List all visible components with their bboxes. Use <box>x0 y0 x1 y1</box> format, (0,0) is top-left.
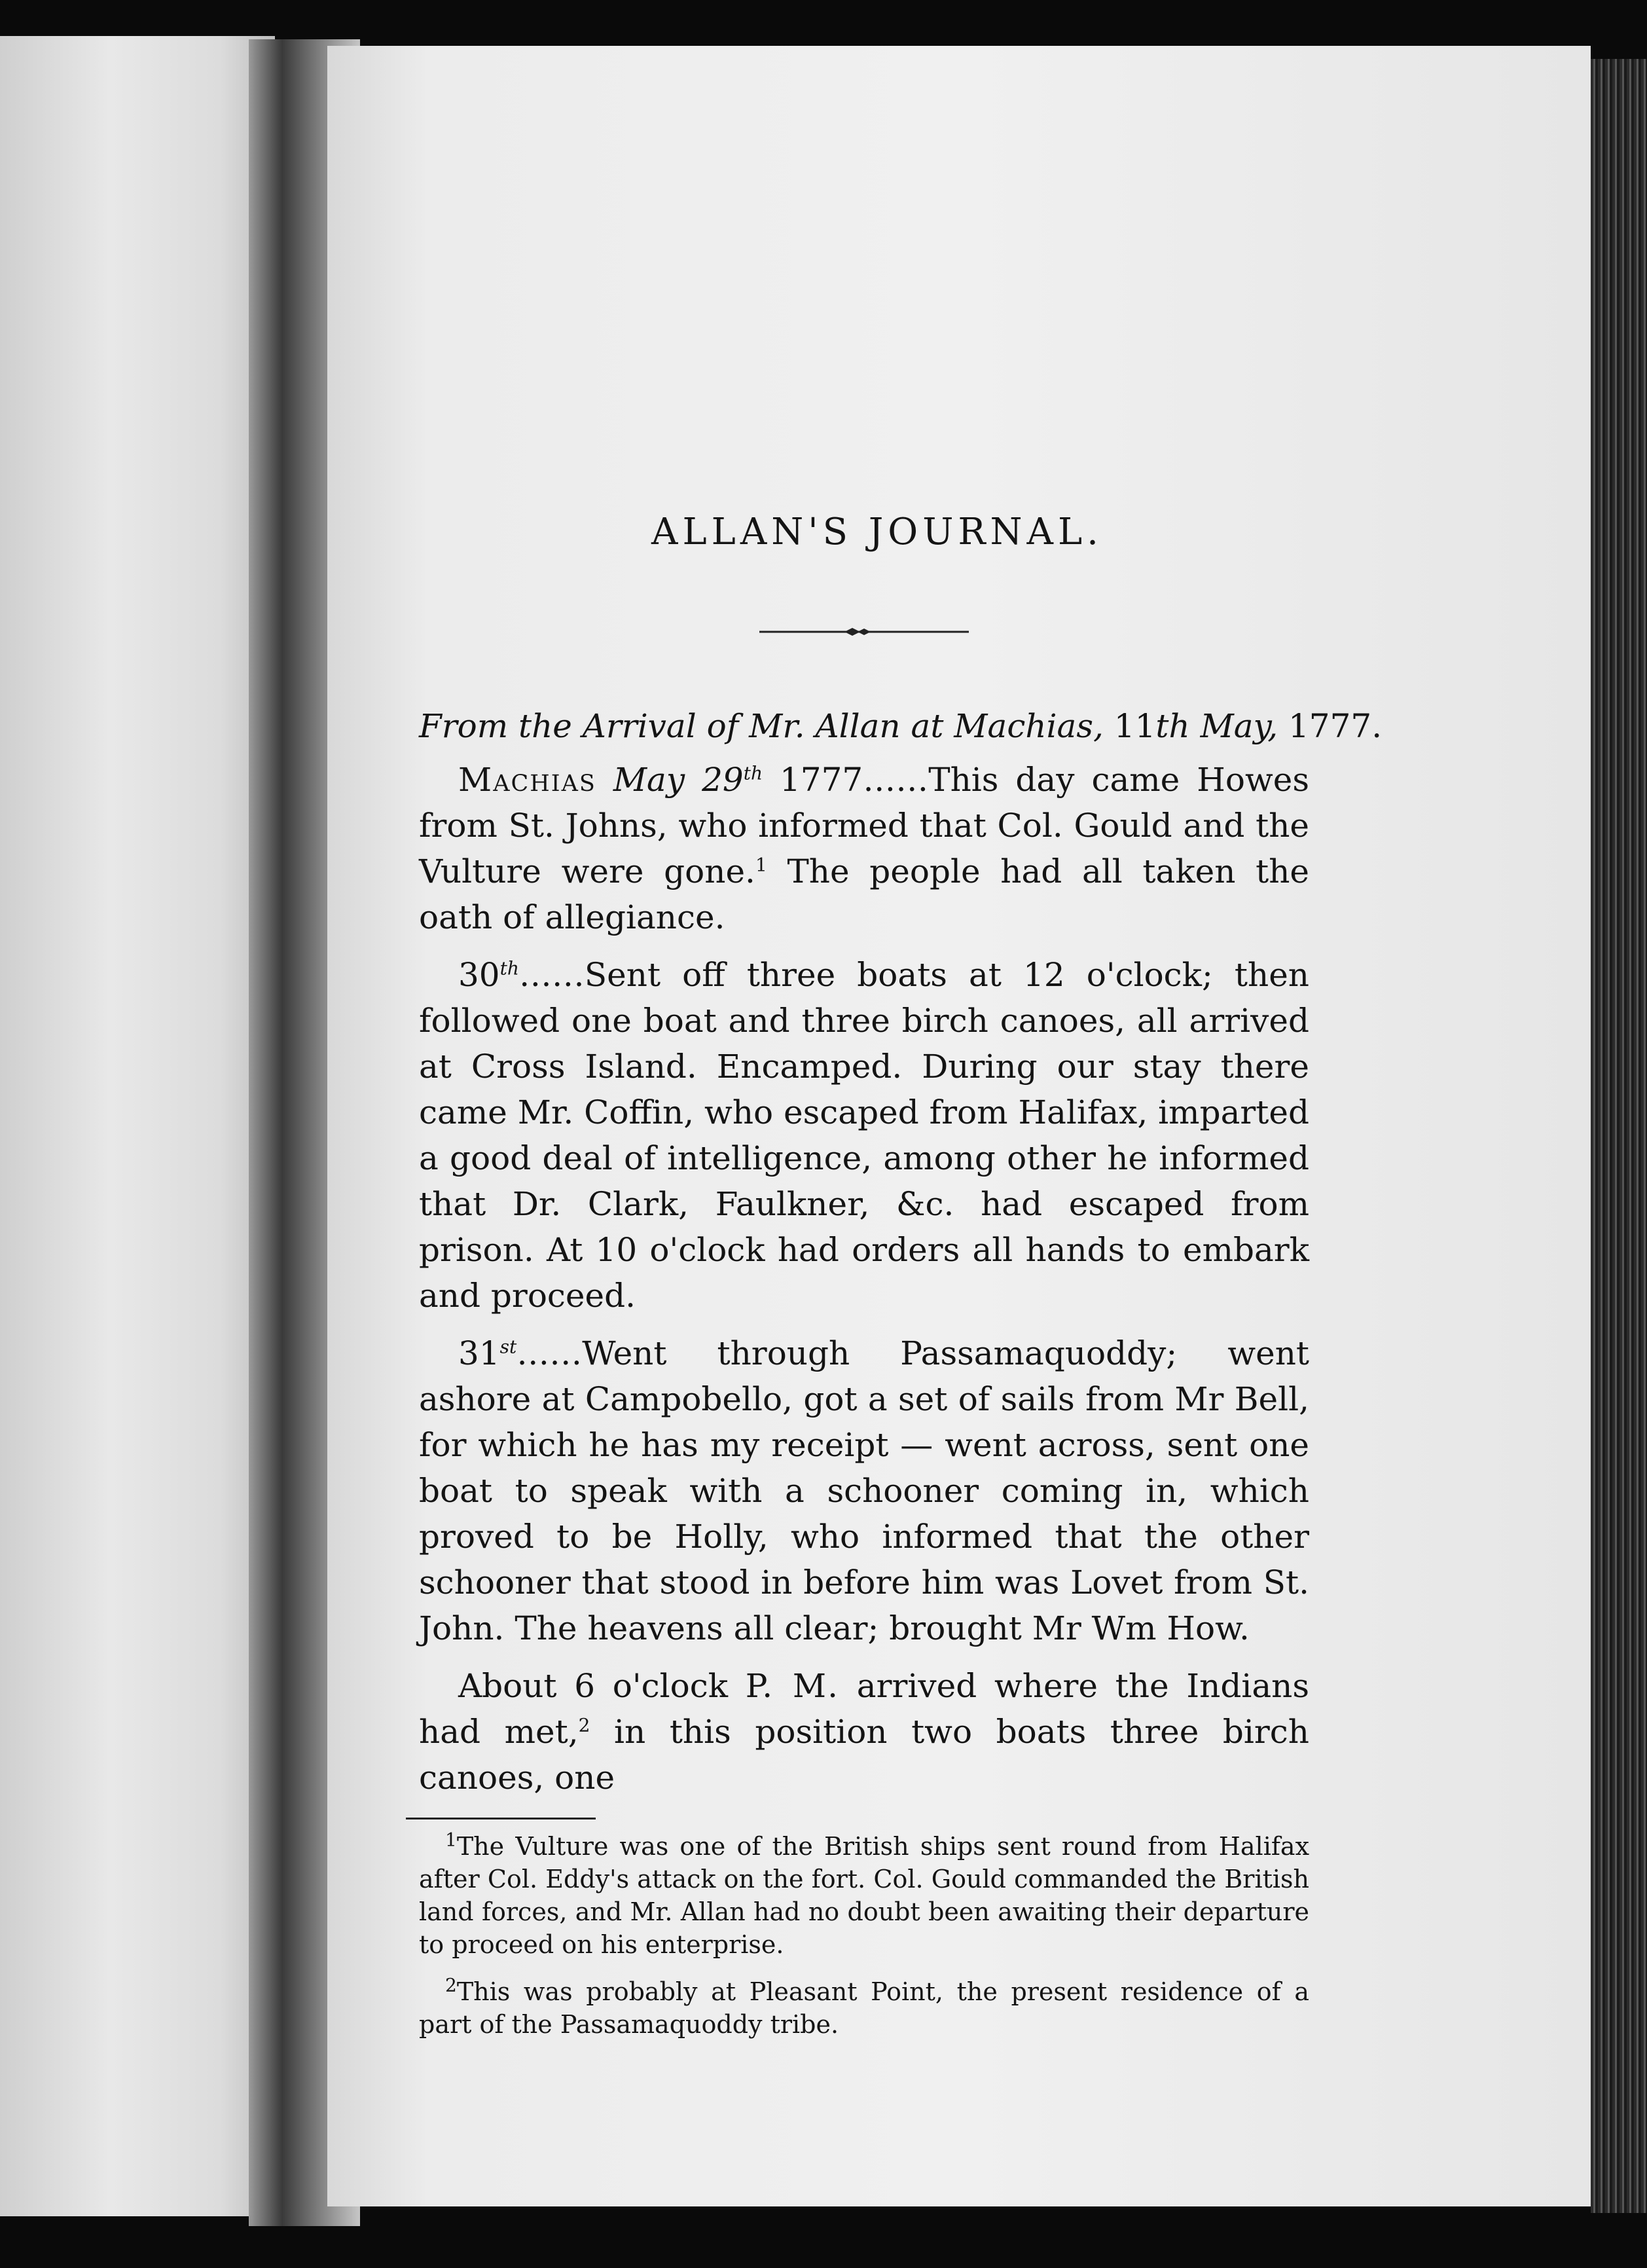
footnote-ref-2: 2 <box>578 1714 590 1736</box>
entry-place: Machias <box>458 761 596 799</box>
page-edges <box>1591 59 1647 2213</box>
journal-entry-31st <box>419 1330 1309 1651</box>
subtitle-text: From the Arrival of Mr. Allan at Machias, <box>419 707 1114 745</box>
footnote-2 <box>419 1975 1309 2041</box>
journal-entry-30th <box>419 952 1309 1319</box>
footnote-text: The Vulture was one of the British ships sent round from Halifax after Col. Eddy's attack on the fort. Col. Gould commanded the British land forces, and Mr. Allan had no doubt been awaiting their departure to proceed on his enterprise. <box>419 1832 1309 1959</box>
entry-day: 31 <box>458 1334 500 1372</box>
entry-text: ……Went through Passamaquoddy; went ashore at Campobello, got a set of sails from Mr Bell, for which he has my receipt — went across, sent one boat to speak with a schooner coming in, which proved to be Holly, who informed that the other schooner that stood in before him was Lovet from St. John. The heavens all clear; brought Mr Wm How. <box>419 1334 1309 1647</box>
subtitle-day-suffix: th <box>1155 707 1190 745</box>
entry-date-suffix: th <box>743 762 763 784</box>
journal-subtitle <box>419 707 1383 745</box>
ornament-divider <box>759 625 969 638</box>
footnote-mark: 1 <box>445 1829 457 1851</box>
subtitle-month: May, <box>1189 707 1288 745</box>
entry-text: 1777……This day came Howes from St. Johns, who informed that Col. Gould and the Vulture were gone. <box>419 761 1309 890</box>
page-title: ALLAN'S JOURNAL. <box>651 511 1103 553</box>
footnote-rule <box>406 1818 596 1820</box>
entry-day-suffix: th <box>499 957 519 979</box>
entry-day-suffix: st <box>499 1336 517 1358</box>
entry-text-continued: The people had all taken the oath of allegiance. <box>419 852 1309 936</box>
footnote-ref-1: 1 <box>755 854 767 876</box>
footnote-text: This was probably at Pleasant Point, the present residence of a part of the Passamaquoddy tribe. <box>419 1977 1309 2039</box>
journal-entry-evening <box>419 1663 1309 1801</box>
journal-entry-may-29 <box>419 757 1309 940</box>
page-content <box>419 511 1383 2041</box>
entry-text-end: in this position two boats three birch canoes, one <box>419 1713 1310 1797</box>
entry-pm: P. M. <box>745 1667 840 1705</box>
subtitle-day: 11 <box>1113 707 1156 745</box>
subtitle-year: 1777. <box>1288 707 1383 745</box>
left-page <box>0 36 275 2216</box>
entry-date: May 29 <box>613 761 744 799</box>
entry-text: About 6 o'clock <box>458 1667 746 1705</box>
footnote-1 <box>419 1830 1309 1961</box>
entry-text-continued: arrived where the Indians had met, <box>419 1667 1309 1751</box>
entry-text: ……Sent off three boats at 12 o'clock; then followed one boat and three birch canoes, all arrived at Cross Island. Encamped. During our stay there came Mr. Coffin, who escaped from Halifax, imparted a good deal of intelligence, among other he informed that Dr. Clark, Faulkner, &c. had escaped from prison. At 10 o'clock had orders all hands to embark and proceed. <box>419 956 1309 1315</box>
entry-day: 30 <box>458 956 500 994</box>
footnote-mark: 2 <box>445 1974 457 1996</box>
